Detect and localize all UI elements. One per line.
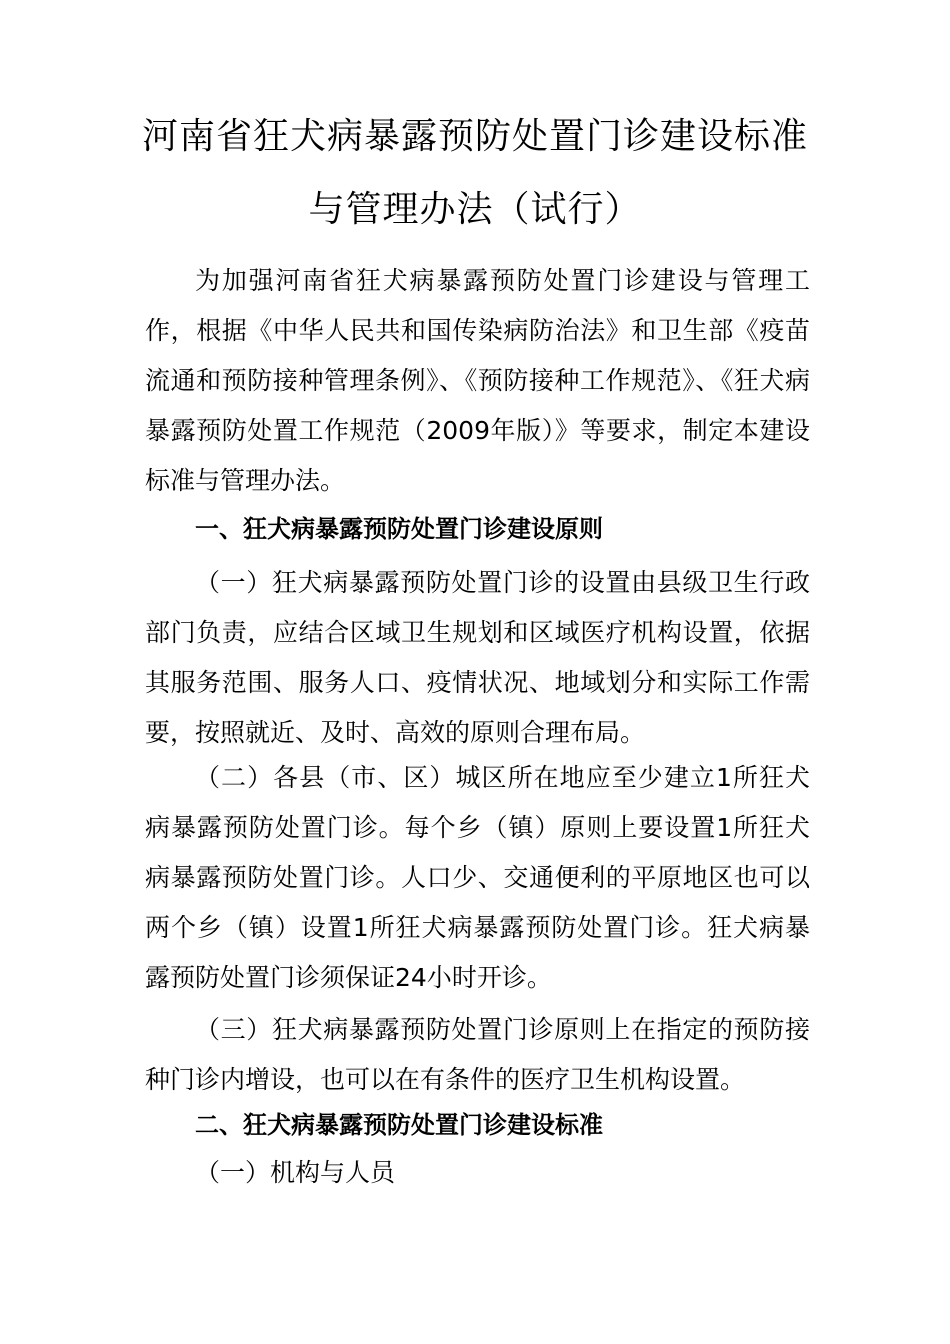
document-title-line-2: 与管理办法（试行） (308, 189, 642, 230)
document-title-line-1: 河南省狂犬病暴露预防处置门诊建设标准 (141, 116, 808, 157)
section-1-heading: 一、狂犬病暴露预防处置门诊建设原则 (195, 515, 603, 543)
section-1-item-1: （一）狂犬病暴露预防处置门诊的设置由县级卫生行政部门负责，应结合区域卫生规划和区域医疗机构设置，依据其服务范围、服务人口、疫情状况、地域划分和实际工作需要，按照就近、及时、高效的原则合理布局。 (145, 568, 810, 747)
section-2-subheading-1: （一）机构与人员 (195, 1158, 396, 1187)
section-1-item-3: （三）狂犬病暴露预防处置门诊原则上在指定的预防接种门诊内增设，也可以在有条件的医疗卫生机构设置。 (145, 1015, 810, 1094)
section-2-heading: 二、狂犬病暴露预防处置门诊建设标准 (195, 1111, 603, 1139)
intro-paragraph: 为加强河南省狂犬病暴露预防处置门诊建设与管理工作，根据《中华人民共和国传染病防治法》和卫生部《疫苗流通和预防接种管理条例》、《预防接种工作规范》、《狂犬病暴露预防处置工作规范（2009年版）》等要求，制定本建设标准与管理办法。 (145, 266, 810, 495)
section-1-item-2: （二）各县（市、区）城区所在地应至少建立1所狂犬病暴露预防处置门诊。每个乡（镇）原则上要设置1所狂犬病暴露预防处置门诊。人口少、交通便利的平原地区也可以两个乡（镇）设置1所狂犬病暴露预防处置门诊。狂犬病暴露预防处置门诊须保证24小时开诊。 (145, 763, 810, 992)
